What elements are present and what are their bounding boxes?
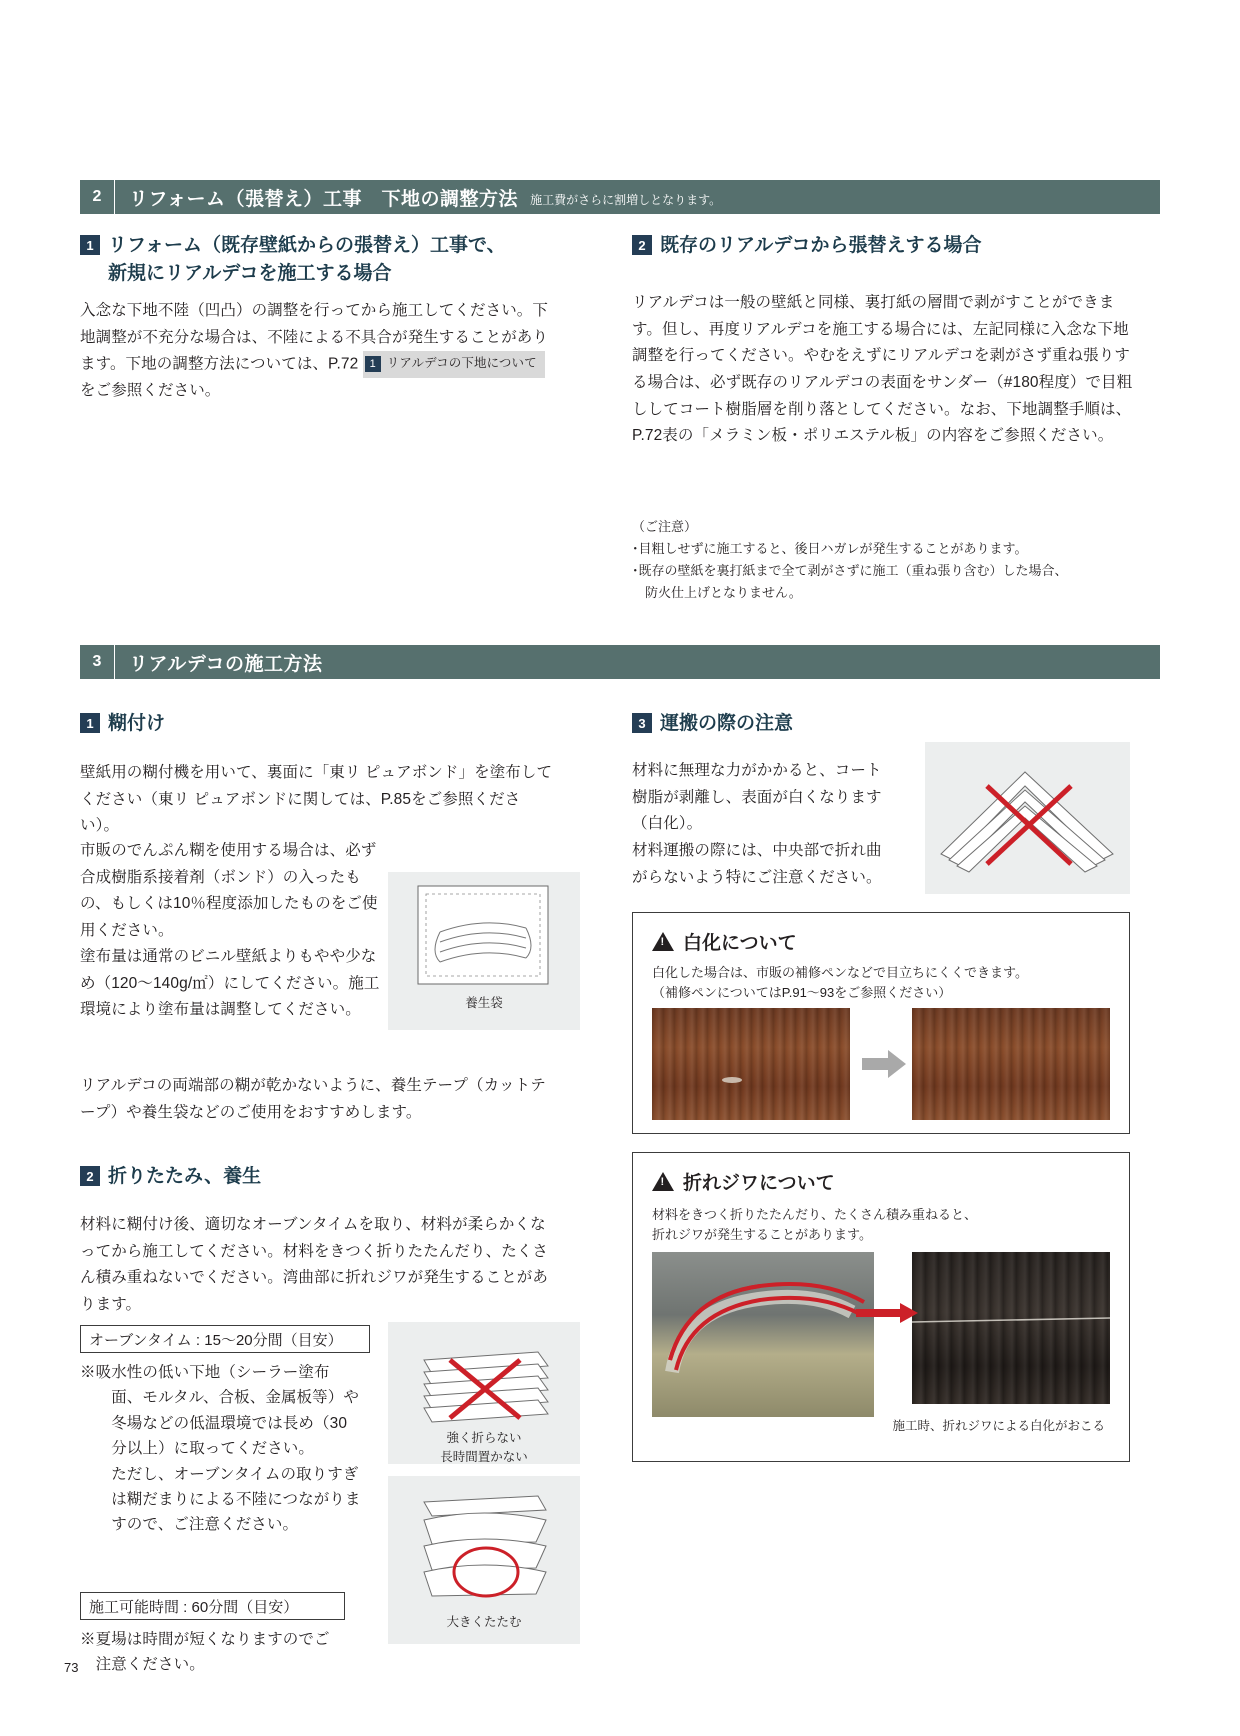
whitening-photo-after [912, 1008, 1110, 1120]
whitening-note-1: 白化した場合は、市販の補修ペンなどで目立ちにくくできます。 [652, 965, 1028, 980]
paragraph-2-1-text: 入念な下地不陸（凹凸）の調整を行ってから施工してください。下地調整が不充分な場合は、不陸による不具合が発生することがあります。下地の調整方法については、P.72 [80, 302, 549, 373]
reference-chip [363, 351, 545, 378]
subheading-3-2-label: 折りたたみ、養生 [108, 1166, 262, 1187]
crease-title-text: 折れジワについて [683, 1173, 835, 1194]
paragraph-3-2-1: 材料に糊付け後、適切なオーブンタイムを取り、材料が柔らかくなってから施工してください。材料をきつく折りたたんだり、たくさん積み重ねないでください。湾曲部に折れジワが発生することがあります。 [80, 1216, 549, 1313]
caution-title-2-2: （ご注意） [632, 519, 698, 534]
subheading-3-3-number: 3 [632, 713, 652, 733]
section-2-header [80, 180, 1160, 214]
section-3-title: リアルデコの施工方法 [129, 653, 323, 675]
crease-arrow-icon [856, 1302, 918, 1324]
subheading-3-1-label: 糊付け [108, 713, 166, 734]
figure-do-not-bend [925, 742, 1130, 894]
whitening-arrow-icon [862, 1050, 906, 1078]
figure-do-not-fold-caption-2: 長時間置かない [440, 1450, 528, 1464]
oven-note-line6: は糊だまりによる不陸につながりま [80, 1491, 361, 1509]
page-number: 73 [64, 1660, 79, 1675]
paragraph-3-1-3: 塗布量は通常のビニル壁紙よりもやや少なめ（120〜140g/㎡）にしてください。施工環境により塗布量は調整してください。 [80, 948, 380, 1019]
do-not-bend-illustration [925, 742, 1130, 894]
reference-chip-label: リアルデコの下地について [386, 356, 537, 371]
paragraph-3-3-1: 材料に無理な力がかかると、コート樹脂が剥離し、表面が白くなります（白化）。 [632, 762, 882, 833]
subheading-2-1-line2: 新規にリアルデコを施工する場合 [108, 262, 392, 284]
subheading-3-2 [80, 1163, 261, 1191]
crease-white-line [912, 1252, 1110, 1404]
subheading-3-1-number: 1 [80, 713, 100, 733]
crease-title [652, 1168, 835, 1195]
paragraph-3-1-1: 壁紙用の糊付機を用いて、裏面に「東リ ピュアボンド」を塗布してください（東リ ピュアボンドに関しては、P.85をご参照ください）。 [80, 764, 553, 835]
crease-photo-result [912, 1252, 1110, 1404]
oven-note-line1: ※吸水性の低い下地（シーラー塗布 [80, 1364, 330, 1381]
whitening-title [652, 928, 797, 955]
section-3-number: 3 [80, 645, 115, 679]
paragraph-3-3-2: 材料運搬の際には、中央部で折れ曲がらないよう特にご注意ください。 [632, 842, 882, 886]
whitening-note-2: （補修ペンについてはP.91〜93をご参照ください） [652, 985, 952, 1000]
work-note-line1: ※夏場は時間が短くなりますのでご [80, 1631, 330, 1648]
section-2-title: リフォーム（張替え）工事 下地の調整方法 [129, 188, 519, 210]
subheading-2-2 [632, 232, 1152, 260]
subheading-2-1-label [108, 232, 506, 287]
crease-photo-overlay [652, 1252, 874, 1417]
subheading-3-3-label: 運搬の際の注意 [660, 713, 794, 734]
subheading-3-2-number: 2 [80, 1166, 100, 1186]
figure-curing-bag-caption: 養生袋 [465, 996, 503, 1010]
subheading-2-1-line1: リフォーム（既存壁紙からの張替え）工事で、 [108, 235, 506, 256]
oven-time-note [80, 1360, 375, 1538]
caution-line-2: ･既存の壁紙を裏打紙まで全て剥がさずに施工（重ね張り含む）した場合、 [632, 563, 1068, 578]
reference-chip-number: 1 [365, 356, 381, 372]
caution-line-1: ･目粗しせずに施工すると、後日ハガレが発生することがあります。 [632, 541, 1028, 556]
section-2-note: 施工費がさらに割増しとなります。 [530, 192, 722, 207]
subheading-2-1-number: 1 [80, 235, 100, 255]
section-2-number: 2 [80, 180, 115, 214]
subheading-2-2-number: 2 [632, 235, 652, 255]
whitening-mark [652, 1008, 850, 1120]
subheading-2-2-label: 既存のリアルデコから張替えする場合 [660, 235, 982, 256]
oven-note-line3: 冬場などの低温環境では長め（30 [80, 1414, 348, 1432]
crease-note-1: 材料をきつく折りたたんだり、たくさん積み重ねると、 [652, 1207, 978, 1222]
crease-photo-caption: 施工時、折れジワによる白化がおこる [892, 1419, 1105, 1433]
oven-note-line4: 分以上）に取ってください。 [80, 1440, 315, 1458]
work-note-line2: 注意ください。 [80, 1656, 205, 1674]
figure-fold-loosely-caption: 大きくたたむ [446, 1615, 522, 1629]
section-3-header [80, 645, 1160, 679]
paragraph-2-2: リアルデコは一般の壁紙と同様、裏打紙の層間で剥がすことができます。但し、再度リアルデコを施工する場合には、左記同様に入念な下地調整を行ってください。やむをえずにリアルデコを剥がさず重ね張りする場合は、必ず既存のリアルデコの表面をサンダー（#180程度）で目粗ししてコート樹脂層を削り落としてください。なお、下地調整手順は、P.72表の「メラミン板・ポリエステル板」の内容をご参照ください。 [632, 294, 1133, 445]
warning-icon [652, 932, 674, 951]
figure-do-not-fold-caption-1: 強く折らない [446, 1431, 522, 1445]
paragraph-3-1-4: リアルデコの両端部の糊が乾かないように、養生テープ（カットテープ）や養生袋などのご使用をおすすめします。 [80, 1077, 546, 1121]
caution-line-2b: 防火仕上げとなりません。 [632, 585, 802, 600]
crease-note-2: 折れジワが発生することがあります。 [652, 1227, 872, 1242]
warning-icon-2 [652, 1172, 674, 1191]
crease-photo-fold [652, 1252, 874, 1417]
oven-note-line7: すので、ご注意ください。 [80, 1516, 299, 1534]
subheading-3-1 [80, 710, 165, 738]
work-time-note [80, 1627, 375, 1678]
subheading-3-3 [632, 710, 793, 738]
paragraph-2-1-text-after: をご参照ください。 [80, 382, 221, 400]
paragraph-2-1 [80, 298, 550, 405]
whitening-title-text: 白化について [683, 933, 797, 954]
paragraph-3-1-2: 市販のでんぷん糊を使用する場合は、必ず合成樹脂系接着剤（ボンド）の入ったもの、もしくは10％程度添加したものをご使用ください。 [80, 842, 378, 939]
work-time-label: 施工可能時間 : 60分間（目安） [80, 1592, 345, 1620]
subheading-2-1 [80, 232, 560, 287]
oven-note-line5: ただし、オーブンタイムの取りすぎ [80, 1465, 359, 1483]
oven-time-label: オーブンタイム : 15〜20分間（目安） [80, 1325, 370, 1353]
whitening-photo-before [652, 1008, 850, 1120]
oven-note-line2: 面、モルタル、合板、金属板等）や [80, 1389, 359, 1407]
